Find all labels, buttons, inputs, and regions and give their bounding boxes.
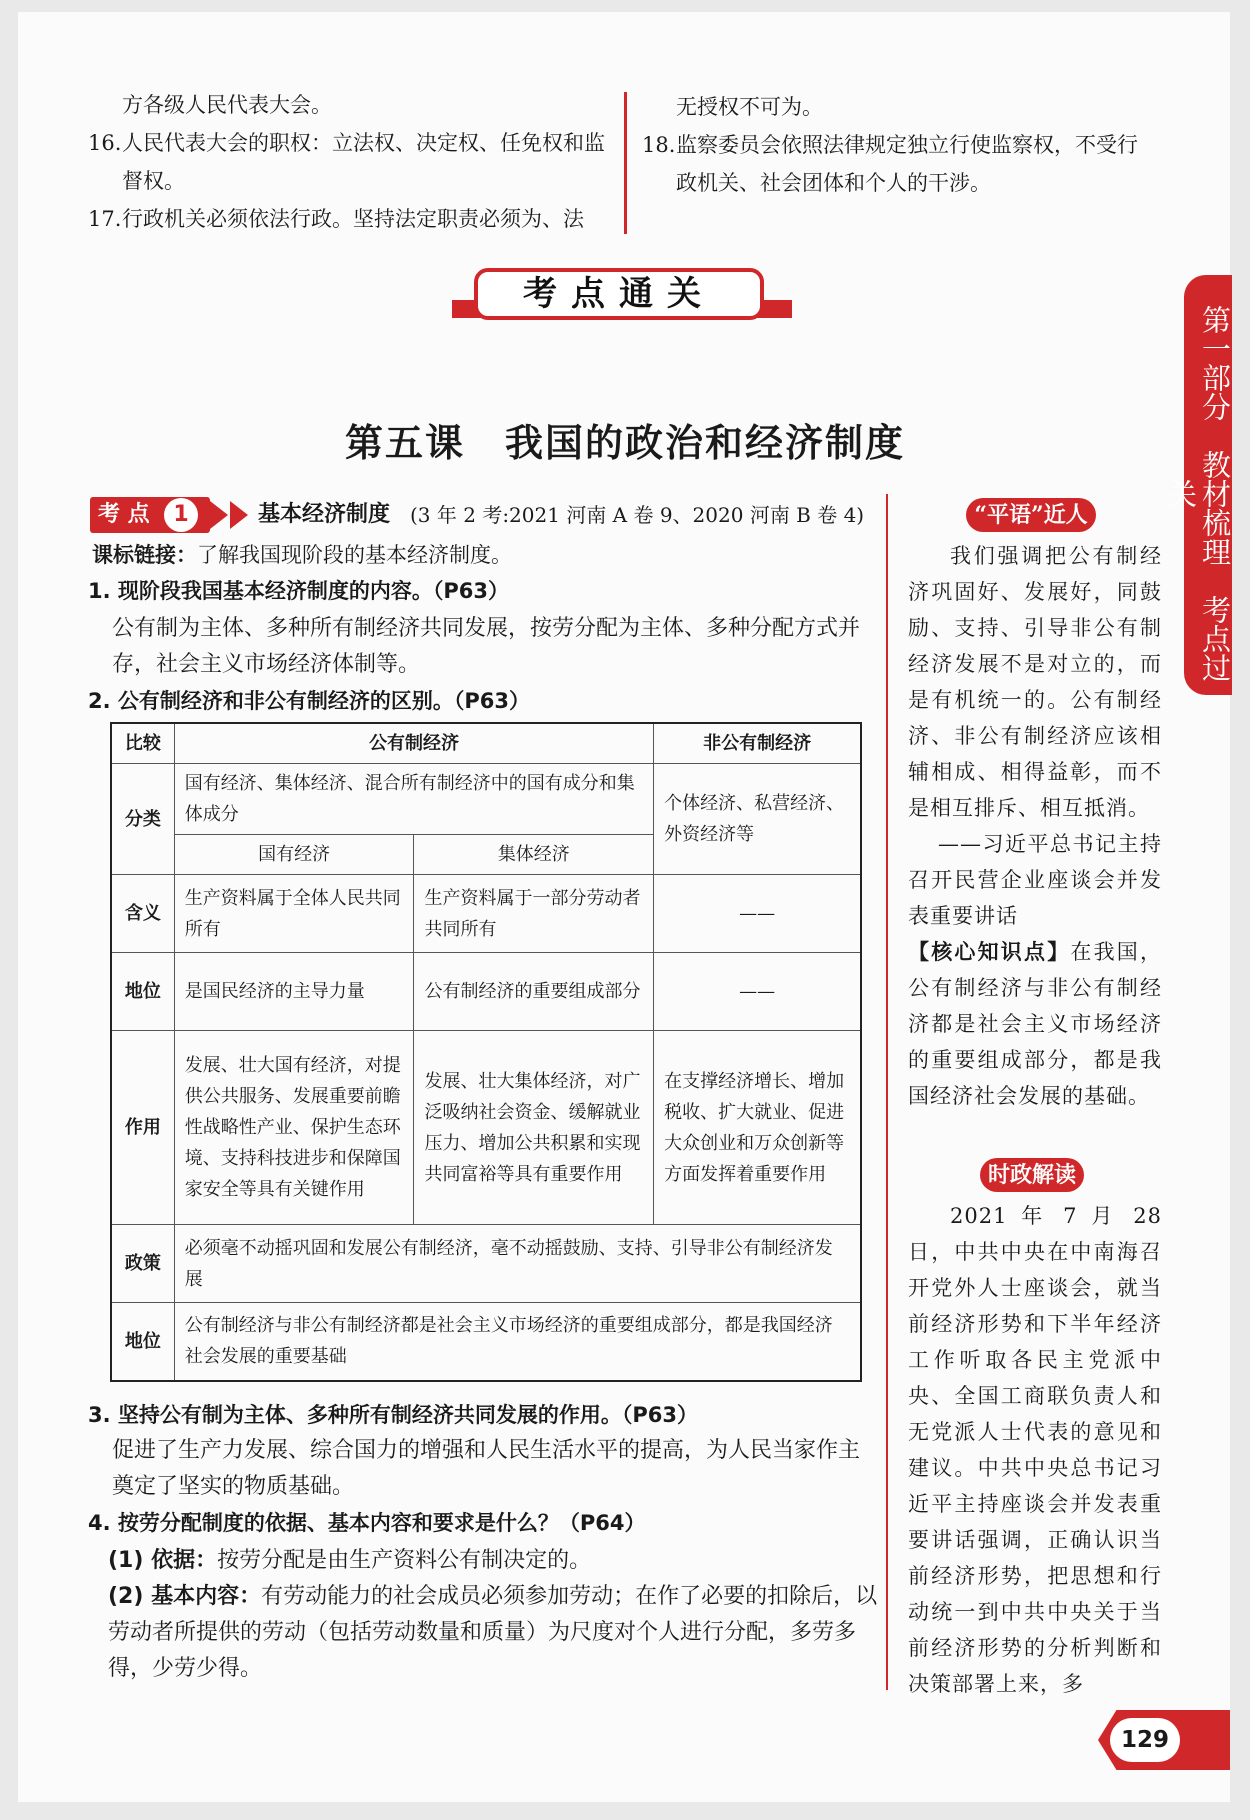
meaning-state: 生产资料属于全体人民共同所有 [174, 875, 414, 953]
lesson-title: 第五课 我国的政治和经济制度 [344, 420, 905, 465]
class-public: 国有经济、集体经济、混合所有制经济中的国有成分和集体成分 [174, 764, 653, 835]
kebiao-line [92, 536, 512, 574]
q3-title: 3. 坚持公有制为主体、多种所有制经济共同发展的作用。（P63） [88, 1403, 699, 1427]
sidebar-core-text: 在我国，公有制经济与非公有制经济都是社会主义市场经济的重要组成部分，都是我国经济社会发展的基础。 [908, 940, 1163, 1108]
kaodian-source: (3 年 2 考:2021 河南 A 卷 9、2020 河南 B 卷 4) [410, 503, 865, 527]
meaning-nonpublic: —— [654, 875, 861, 953]
section-banner [452, 268, 792, 336]
top-left-line1: 方各级人民代表大会。 [122, 93, 332, 117]
q4-point-2-cont: 劳动者所提供的劳动（包括劳动数量和质量）为尺度对个人进行分配，多劳多 [108, 1620, 857, 1645]
top-right-line1: 无授权不可为。 [676, 95, 823, 119]
status-2-text: 公有制经济与非公有制经济都是社会主义市场经济的重要组成部分，都是我国经济社会发展的重要基础 [174, 1303, 861, 1381]
double-arrow-icon [208, 497, 258, 533]
table-header-public: 公有制经济 [174, 723, 653, 764]
page-number: 129 [1110, 1718, 1180, 1762]
policy-text: 必须毫不动摇巩固和发展公有制经济，毫不动摇鼓励、支持、引导非公有制经济发展 [174, 1225, 861, 1303]
row-label-status-2: 地位 [111, 1303, 174, 1381]
kaodian-title: 基本经济制度 [258, 502, 391, 527]
side-tab: 第一部分 教材梳理 考点过关 [1184, 275, 1232, 695]
sidebar-tag-quote: “平语”近人 [966, 498, 1096, 532]
sidebar-core-label: 【核心知识点】 [908, 940, 1071, 964]
status-collective: 公有制经济的重要组成部分 [414, 953, 654, 1031]
comparison-table [110, 722, 862, 1382]
sidebar-divider [886, 494, 888, 1690]
item-18-text-cont: 政机关、社会团体和个人的干涉。 [676, 171, 991, 195]
item-17-number: 17. [88, 207, 122, 231]
row-label-policy: 政策 [111, 1225, 174, 1303]
row-label-status: 地位 [111, 953, 174, 1031]
class-nonpublic: 个体经济、私营经济、外资经济等 [654, 764, 861, 875]
role-collective: 发展、壮大集体经济，对广泛吸纳社会资金、缓解就业压力、增加公共积累和实现共同富裕等具有重要作用 [414, 1031, 654, 1225]
row-label-role: 作用 [111, 1031, 174, 1225]
sub-header-state: 国有经济 [174, 835, 414, 875]
q3-body-1: 促进了生产力发展、综合国力的增强和人民生活水平的提高，为人民当家作主 [112, 1438, 861, 1463]
role-state: 发展、壮大国有经济，对提供公共服务、发展重要前瞻性战略性产业、保护生态环境、支持科技进步和保障国家安全等具有关键作用 [174, 1031, 414, 1225]
q2-title: 2. 公有制经济和非公有制经济的区别。（P63） [88, 689, 531, 713]
row-label-class: 分类 [111, 764, 174, 875]
kaodian-number: 1 [164, 498, 198, 532]
item-16-text: 人民代表大会的职权：立法权、决定权、任免权和监 [122, 131, 605, 155]
q4-point-2 [108, 1578, 877, 1616]
item-18-text: 监察委员会依照法律规定独立行使监察权，不受行 [676, 133, 1138, 157]
q4-point-1 [108, 1542, 591, 1580]
q1-body-2: 存，社会主义市场经济体制等。 [112, 652, 421, 677]
q1-body-1: 公有制为主体、多种所有制经济共同发展，按劳分配为主体、多种分配方式并 [112, 616, 861, 641]
q4-title: 4. 按劳分配制度的依据、基本内容和要求是什么？（P64） [88, 1511, 646, 1535]
meaning-collective: 生产资料属于一部分劳动者共同所有 [414, 875, 654, 953]
status-state: 是国民经济的主导力量 [174, 953, 414, 1031]
table-header-compare: 比较 [111, 723, 174, 764]
kaodian-badge: 考 点 [90, 497, 210, 533]
q4-point-2-label: (2) 基本内容： [108, 1584, 262, 1609]
column-divider [624, 92, 627, 234]
q4-point-2-text: 有劳动能力的社会成员必须参加劳动；在作了必要的扣除后，以 [261, 1584, 878, 1609]
sidebar-attribution: ——习近平总书记主持召开民营企业座谈会并发表重要讲话 [908, 832, 1162, 928]
sub-header-collective: 集体经济 [414, 835, 654, 875]
item-16-number: 16. [88, 131, 122, 155]
item-16-text-cont: 督权。 [122, 169, 185, 193]
q4-point-2-end: 得，少劳少得。 [108, 1656, 263, 1681]
banner-title: 考点通关 [474, 268, 764, 320]
item-17-text: 行政机关必须依法行政。坚持法定职责必须为、法 [122, 207, 584, 231]
q3-body-2: 奠定了坚实的物质基础。 [112, 1474, 355, 1499]
kebiao-label: 课标链接： [92, 543, 197, 567]
table-header-nonpublic: 非公有制经济 [654, 723, 861, 764]
row-label-meaning: 含义 [111, 875, 174, 953]
sidebar-core [908, 934, 1162, 1114]
kebiao-text: 了解我国现阶段的基本经济制度。 [197, 543, 512, 567]
sidebar-quote: 我们强调把公有制经济巩固好、发展好，同鼓励、支持、引导非公有制经济发展不是对立的，而是有机统一的。公有制经济、非公有制经济应该相辅相成、相得益彰，而不是相互排斥、相互抵消。 [908, 544, 1162, 820]
item-18-number: 18. [642, 133, 676, 157]
sidebar-news: 2021 年 7 月 28 日，中共中央在中南海召开党外人士座谈会，就当前经济形势和下半年经济工作听取各民主党派中央、全国工商联负责人和无党派人士代表的意见和建议。中共中央总书记习近平主持座谈会并发表重要讲话强调，正确认识当前经济形势，把思想和行动统一到中共中央关于当前经济形势的分析判断和决策部署上来，多 [908, 1204, 1162, 1696]
q4-point-1-label: (1) 依据： [108, 1548, 218, 1573]
role-nonpublic: 在支撑经济增长、增加税收、扩大就业、促进大众创业和万众创新等方面发挥着重要作用 [654, 1031, 861, 1225]
sidebar-tag-news: 时政解读 [980, 1158, 1084, 1192]
q4-point-1-text: 按劳分配是由生产资料公有制决定的。 [217, 1548, 592, 1573]
q1-title: 1. 现阶段我国基本经济制度的内容。（P63） [88, 579, 510, 603]
status-nonpublic: —— [654, 953, 861, 1031]
